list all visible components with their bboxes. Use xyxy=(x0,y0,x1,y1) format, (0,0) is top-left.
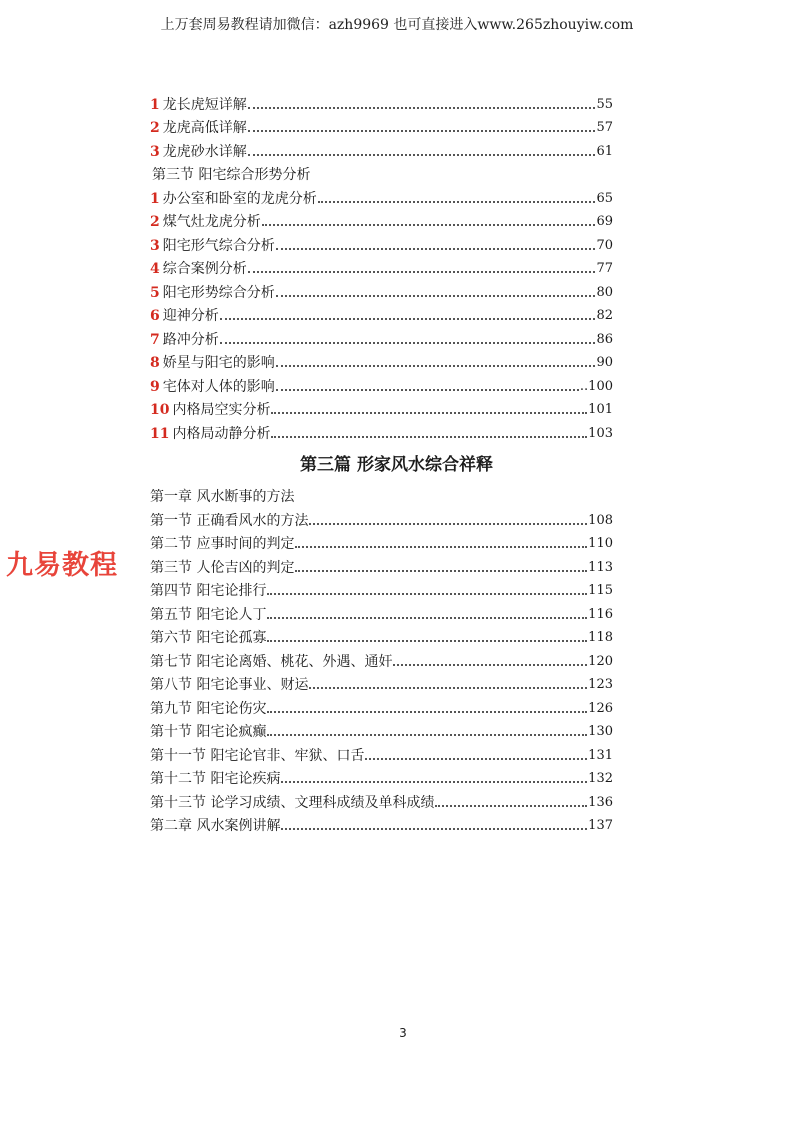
header-ad-text: 上万套周易教程请加微信：azh9969 也可直接进入www.265zhouyiw.com xyxy=(160,17,634,33)
entry-title: 第二节 应事时间的判定 xyxy=(150,536,295,552)
toc-entry xyxy=(150,765,613,789)
entry-page: 69 xyxy=(596,214,613,229)
entry-page: 65 xyxy=(596,190,613,206)
entry-title: 龙长虎短详解 xyxy=(162,96,247,113)
entry-page: 90 xyxy=(596,355,613,370)
toc-entry xyxy=(150,208,613,232)
toc-entry xyxy=(150,600,613,624)
dot-leader xyxy=(271,436,587,438)
dot-leader xyxy=(220,342,596,344)
entry-page: 80 xyxy=(596,284,613,300)
part-title: 第三篇 形家风水综合祥释 xyxy=(300,455,493,475)
toc-entry xyxy=(150,325,613,349)
entry-title: 第二章 风水案例讲解 xyxy=(150,818,281,834)
toc-entry xyxy=(150,396,613,420)
toc-entry xyxy=(150,278,613,302)
page-number: 3 xyxy=(399,1026,407,1040)
entry-title: 阳宅形气综合分析 xyxy=(162,237,275,254)
entry-number: 2 xyxy=(150,214,160,230)
entry-page: 120 xyxy=(588,653,613,669)
dot-leader xyxy=(271,412,587,414)
toc-entry xyxy=(150,90,613,114)
toc-entry xyxy=(150,577,613,601)
toc-entry xyxy=(150,349,613,373)
dot-leader xyxy=(248,130,596,132)
dot-leader xyxy=(309,523,587,525)
entry-page: 130 xyxy=(588,724,613,739)
entry-title: 第一节 正确看风水的方法 xyxy=(150,512,309,529)
entry-number: 8 xyxy=(150,355,160,371)
entry-title: 路冲分析 xyxy=(162,331,219,348)
entry-number: 2 xyxy=(150,120,160,136)
dot-leader xyxy=(276,389,579,391)
dot-leader xyxy=(393,664,587,666)
entry-page: 55 xyxy=(596,96,613,112)
entry-number: 10 xyxy=(150,402,170,418)
dot-leader xyxy=(318,201,596,203)
toc-entry xyxy=(150,114,613,138)
dot-leader xyxy=(220,318,596,320)
dot-leader xyxy=(435,805,587,807)
entry-title: 迎神分析 xyxy=(162,308,219,324)
dot-leader xyxy=(281,828,587,830)
entry-page: 77 xyxy=(596,261,613,276)
entry-title: 第十三节 论学习成绩、文理科成绩及单科成绩 xyxy=(150,794,435,811)
dot-leader xyxy=(267,593,587,595)
toc-entry xyxy=(150,231,613,255)
dot-leader xyxy=(248,107,596,109)
entry-number: 9 xyxy=(150,378,160,395)
entry-page: 86 xyxy=(596,331,613,347)
entry-page: ..100 xyxy=(579,378,613,394)
toc-entry xyxy=(150,184,613,208)
entry-page: 131 xyxy=(588,747,613,763)
entry-title: 娇星与阳宅的影响 xyxy=(162,355,275,371)
entry-page: 70 xyxy=(596,237,613,253)
entry-title: 龙虎高低详解 xyxy=(162,120,247,136)
toc-entry xyxy=(150,694,613,718)
entry-number: 4 xyxy=(150,261,160,277)
toc-entry xyxy=(150,302,613,326)
entry-page: 110 xyxy=(588,536,613,551)
entry-page: 136 xyxy=(588,794,613,810)
toc-entry xyxy=(150,372,613,396)
entry-page: 137 xyxy=(588,818,613,833)
toc-group-dragon-tiger xyxy=(150,90,613,161)
entry-number: 5 xyxy=(150,284,160,301)
entry-number: 6 xyxy=(150,308,160,324)
dot-leader xyxy=(267,617,587,619)
entry-page: 126 xyxy=(588,700,613,716)
entry-title: 第五节 阳宅论人丁 xyxy=(150,606,267,623)
toc-entry xyxy=(150,647,613,671)
toc-group-section3 xyxy=(150,184,613,443)
entry-page: 132 xyxy=(588,771,613,786)
section-heading: 第三节 阳宅综合形势分析 xyxy=(152,167,311,183)
entry-page: 103 xyxy=(588,425,613,441)
entry-title: 龙虎砂水详解 xyxy=(162,143,247,160)
dot-leader xyxy=(276,365,596,367)
entry-title: 综合案例分析 xyxy=(162,261,247,277)
entry-page: 57 xyxy=(596,120,613,135)
entry-title: 第十一节 阳宅论官非、牢狱、口舌 xyxy=(150,747,365,764)
entry-number: 1 xyxy=(150,190,160,207)
entry-title: 第十二节 阳宅论疾病 xyxy=(150,771,281,787)
dot-leader xyxy=(281,781,587,783)
toc-group-chapter1 xyxy=(150,506,613,835)
entry-title: 煤气灶龙虎分析 xyxy=(162,214,261,230)
dot-leader xyxy=(276,248,596,250)
entry-page: 123 xyxy=(588,677,613,692)
toc-entry xyxy=(150,624,613,648)
entry-title: 内格局动静分析 xyxy=(172,425,271,442)
entry-page: 108 xyxy=(588,512,613,528)
entry-page: 82 xyxy=(596,308,613,323)
toc-entry xyxy=(150,137,613,161)
dot-leader xyxy=(276,295,596,297)
dot-leader xyxy=(267,734,587,736)
toc-entry xyxy=(150,788,613,812)
dot-leader xyxy=(295,570,587,572)
dot-leader xyxy=(248,271,596,273)
entry-title: 第十节 阳宅论疯癫 xyxy=(150,724,267,740)
entry-page: 118 xyxy=(588,630,613,645)
toc-entry xyxy=(150,718,613,742)
dot-leader xyxy=(262,224,596,226)
entry-page: 116 xyxy=(588,606,613,622)
entry-title: 第六节 阳宅论孤寡 xyxy=(150,630,267,646)
entry-title: 第七节 阳宅论离婚、桃花、外遇、通奸 xyxy=(150,653,393,670)
watermark-logo: 九易教程 xyxy=(6,550,118,581)
toc-entry xyxy=(150,741,613,765)
entry-number: 3 xyxy=(150,143,160,160)
chapter-heading: 第一章 风水断事的方法 xyxy=(150,489,295,505)
entry-title: 第四节 阳宅论排行 xyxy=(150,583,267,599)
entry-page: 115 xyxy=(588,583,613,598)
toc-entry xyxy=(150,812,613,836)
toc-entry xyxy=(150,530,613,554)
dot-leader xyxy=(248,154,596,156)
entry-title: 宅体对人体的影响 xyxy=(162,378,275,395)
toc-entry xyxy=(150,419,613,443)
table-of-contents xyxy=(150,90,613,835)
entry-title: 第三节 人伦吉凶的判定 xyxy=(150,559,295,576)
entry-number: 1 xyxy=(150,96,160,113)
dot-leader xyxy=(267,640,587,642)
entry-page: 61 xyxy=(596,143,613,159)
entry-title: 阳宅形势综合分析 xyxy=(162,284,275,301)
entry-number: 7 xyxy=(150,331,160,348)
dot-leader xyxy=(295,546,587,548)
dot-leader xyxy=(309,687,587,689)
entry-title: 第八节 阳宅论事业、财运 xyxy=(150,677,309,693)
dot-leader xyxy=(267,711,587,713)
entry-number: 3 xyxy=(150,237,160,254)
entry-page: 101 xyxy=(588,402,613,417)
entry-title: 办公室和卧室的龙虎分析 xyxy=(162,190,317,207)
toc-entry xyxy=(150,671,613,695)
entry-title: 第九节 阳宅论伤灾 xyxy=(150,700,267,717)
entry-page: 113 xyxy=(588,559,613,575)
dot-leader xyxy=(365,758,587,760)
entry-number: 11 xyxy=(150,425,170,442)
toc-entry xyxy=(150,506,613,530)
toc-entry xyxy=(150,553,613,577)
toc-entry xyxy=(150,255,613,279)
entry-title: 内格局空实分析 xyxy=(172,402,271,418)
